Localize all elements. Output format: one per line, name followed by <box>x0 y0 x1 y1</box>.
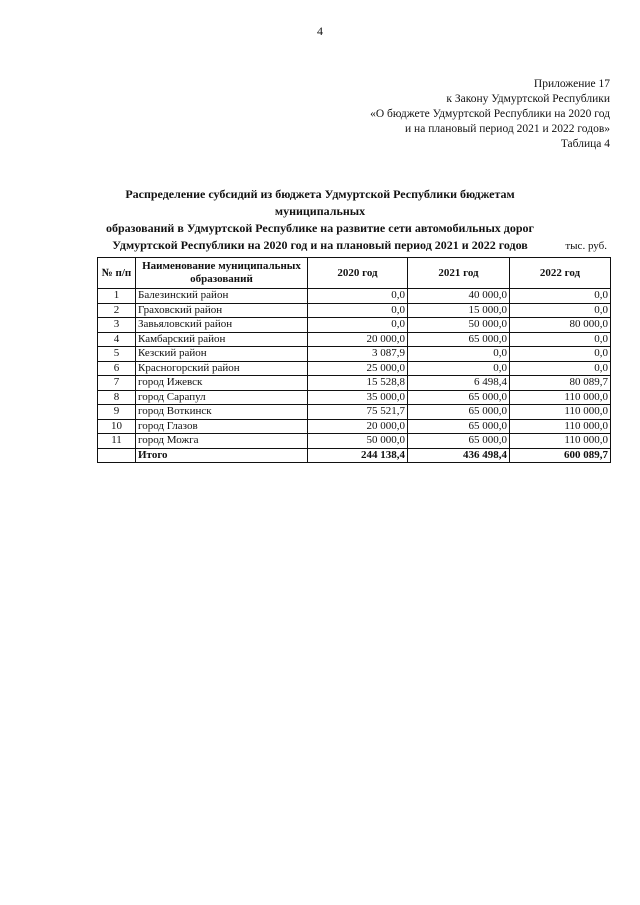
total-value-2022: 600 089,7 <box>510 448 611 463</box>
value-2022: 0,0 <box>510 361 611 376</box>
table-header-row <box>98 258 611 289</box>
table-row <box>98 318 611 333</box>
value-2021: 0,0 <box>408 361 510 376</box>
value-2022: 0,0 <box>510 332 611 347</box>
row-number: 11 <box>98 434 136 449</box>
value-2021: 0,0 <box>408 347 510 362</box>
municipality-name: город Глазов <box>136 419 308 434</box>
value-2022: 110 000,0 <box>510 405 611 420</box>
appendix-line: к Закону Удмуртской Республики <box>446 93 610 105</box>
table-body <box>98 289 611 463</box>
title-line: образований в Удмуртской Республике на развитие сети автомобильных дорог <box>105 221 534 235</box>
appendix-line: Приложение 17 <box>533 78 610 90</box>
units-label: тыс. руб. <box>565 240 607 252</box>
value-2020: 3 087,9 <box>308 347 408 362</box>
value-2022: 110 000,0 <box>510 390 611 405</box>
page-number: 4 <box>317 24 323 38</box>
value-2022: 0,0 <box>510 289 611 304</box>
table-row <box>98 289 611 304</box>
row-number: 1 <box>98 289 136 304</box>
table-row <box>98 347 611 362</box>
value-2021: 65 000,0 <box>408 332 510 347</box>
value-2020: 25 000,0 <box>308 361 408 376</box>
table-row <box>98 361 611 376</box>
subsidies-table <box>97 257 611 463</box>
municipality-name: Балезинский район <box>136 289 308 304</box>
total-value-2020: 244 138,4 <box>308 448 408 463</box>
value-2022: 80 089,7 <box>510 376 611 391</box>
header-2022: 2022 год <box>510 258 611 289</box>
row-number: 9 <box>98 405 136 420</box>
row-number: 5 <box>98 347 136 362</box>
title-line: Удмуртской Республики на 2020 год и на плановый период 2021 и 2022 годов <box>112 238 528 252</box>
value-2021: 40 000,0 <box>408 289 510 304</box>
value-2020: 20 000,0 <box>308 332 408 347</box>
header-num: № п/п <box>98 258 136 289</box>
value-2020: 35 000,0 <box>308 390 408 405</box>
appendix-line: «О бюджете Удмуртской Республики на 2020 год <box>370 108 610 120</box>
value-2021: 65 000,0 <box>408 390 510 405</box>
header-name: Наименование муниципальных образований <box>136 258 308 289</box>
row-number: 3 <box>98 318 136 333</box>
total-municipality-name: Итого <box>136 448 308 463</box>
value-2020: 0,0 <box>308 289 408 304</box>
value-2021: 15 000,0 <box>408 303 510 318</box>
value-2020: 20 000,0 <box>308 419 408 434</box>
table-row <box>98 390 611 405</box>
row-number: 4 <box>98 332 136 347</box>
table-row <box>98 434 611 449</box>
appendix-line: и на плановый период 2021 и 2022 годов» <box>405 123 610 135</box>
document-title <box>80 186 560 254</box>
value-2020: 75 521,7 <box>308 405 408 420</box>
table-row <box>98 332 611 347</box>
value-2020: 0,0 <box>308 318 408 333</box>
value-2021: 6 498,4 <box>408 376 510 391</box>
value-2022: 110 000,0 <box>510 434 611 449</box>
row-number: 10 <box>98 419 136 434</box>
value-2021: 65 000,0 <box>408 434 510 449</box>
municipality-name: город Воткинск <box>136 405 308 420</box>
table-row <box>98 376 611 391</box>
header-2020: 2020 год <box>308 258 408 289</box>
value-2021: 65 000,0 <box>408 419 510 434</box>
total-value-2021: 436 498,4 <box>408 448 510 463</box>
total-row-number <box>98 448 136 463</box>
table-row <box>98 419 611 434</box>
municipality-name: город Можга <box>136 434 308 449</box>
municipality-name: Завьяловский район <box>136 318 308 333</box>
municipality-name: Камбарский район <box>136 332 308 347</box>
municipality-name: город Ижевск <box>136 376 308 391</box>
value-2021: 50 000,0 <box>408 318 510 333</box>
municipality-name: Граховский район <box>136 303 308 318</box>
row-number: 7 <box>98 376 136 391</box>
value-2020: 15 528,8 <box>308 376 408 391</box>
municipality-name: город Сарапул <box>136 390 308 405</box>
value-2020: 50 000,0 <box>308 434 408 449</box>
municipality-name: Красногорский район <box>136 361 308 376</box>
table-row <box>98 405 611 420</box>
value-2022: 80 000,0 <box>510 318 611 333</box>
appendix-header <box>370 77 610 152</box>
row-number: 8 <box>98 390 136 405</box>
value-2021: 65 000,0 <box>408 405 510 420</box>
municipality-name: Кезский район <box>136 347 308 362</box>
value-2022: 110 000,0 <box>510 419 611 434</box>
table-label: Таблица 4 <box>560 138 610 150</box>
header-2021: 2021 год <box>408 258 510 289</box>
row-number: 6 <box>98 361 136 376</box>
value-2022: 0,0 <box>510 347 611 362</box>
title-line: Распределение субсидий из бюджета Удмуртской Республики бюджетам муниципальных <box>125 187 515 218</box>
total-row <box>98 448 611 463</box>
value-2022: 0,0 <box>510 303 611 318</box>
value-2020: 0,0 <box>308 303 408 318</box>
table-row <box>98 303 611 318</box>
row-number: 2 <box>98 303 136 318</box>
